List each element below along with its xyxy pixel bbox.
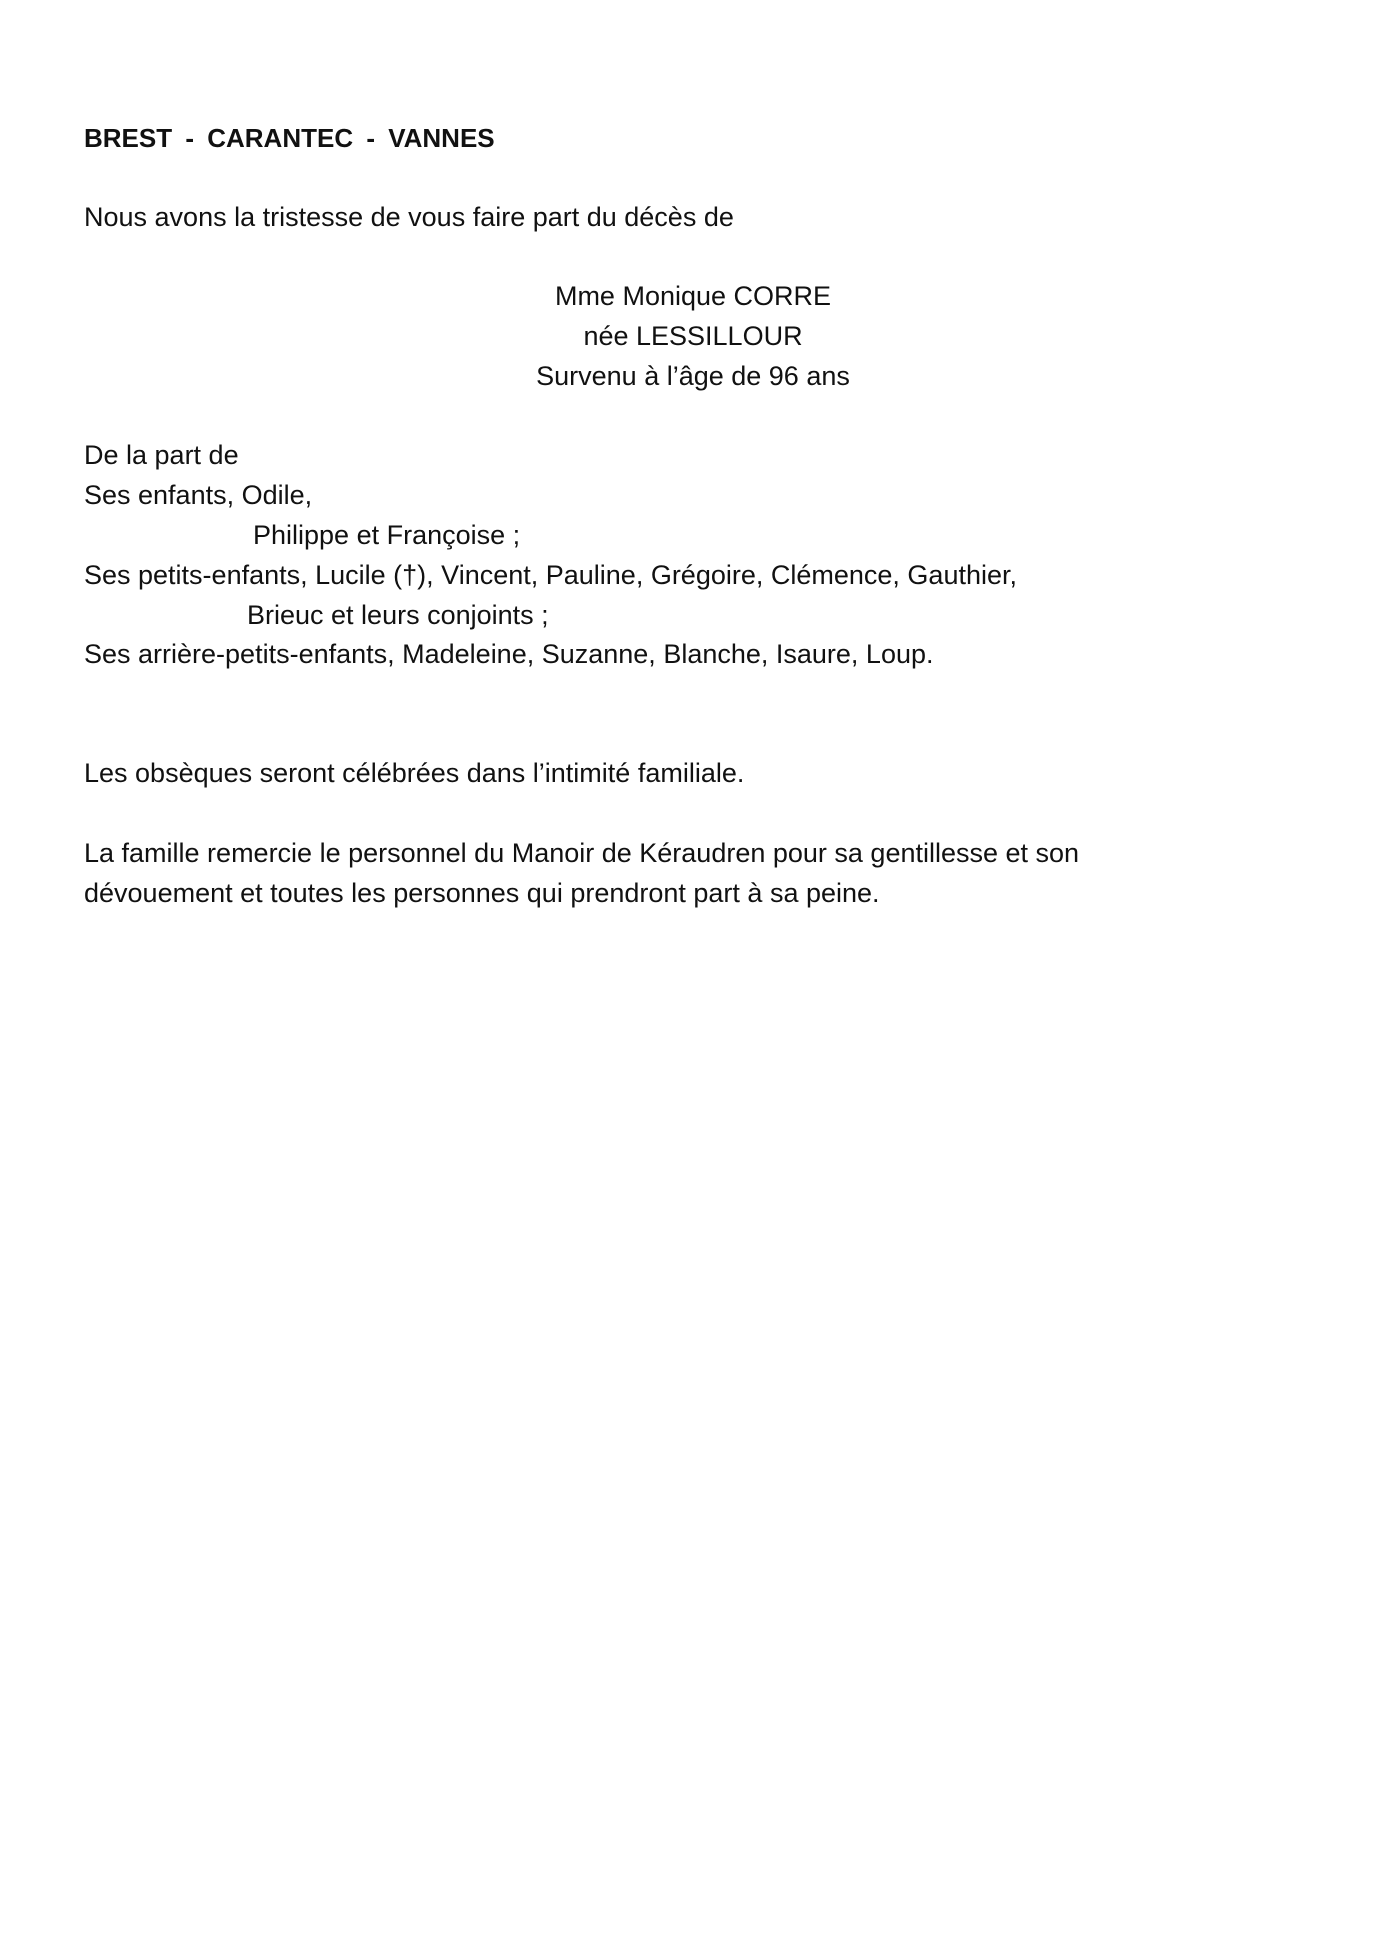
children-line-1: Ses enfants, Odile, (84, 480, 313, 510)
grandchildren-line-1: Ses petits-enfants, Lucile (†), Vincent, Pauline, Grégoire, Clémence, Gauthier, (84, 560, 1017, 590)
children-line-2: Philippe et Françoise ; (253, 520, 521, 550)
funeral-notice: Les obsèques seront célébrées dans l’intimité familiale. (84, 758, 745, 788)
deceased-name: Mme Monique CORRE (554, 281, 832, 311)
intro-text: Nous avons la tristesse de vous faire part du décès de (84, 202, 734, 232)
thanks-line-1: La famille remercie le personnel du Manoir de Kéraudren pour sa gentillesse et son (84, 838, 1080, 868)
great-grandchildren-line: Ses arrière-petits-enfants, Madeleine, Suzanne, Blanche, Isaure, Loup. (84, 639, 934, 669)
thanks-line-2: dévouement et toutes les personnes qui prendront part à sa peine. (84, 878, 880, 908)
family-from-line: De la part de (84, 440, 239, 470)
grandchildren-line-2: Brieuc et leurs conjoints ; (247, 600, 549, 630)
header-locations: BREST - CARANTEC - VANNES (84, 123, 495, 153)
deceased-age: Survenu à l’âge de 96 ans (536, 361, 850, 391)
deceased-maiden-name: née LESSILLOUR (583, 321, 803, 351)
